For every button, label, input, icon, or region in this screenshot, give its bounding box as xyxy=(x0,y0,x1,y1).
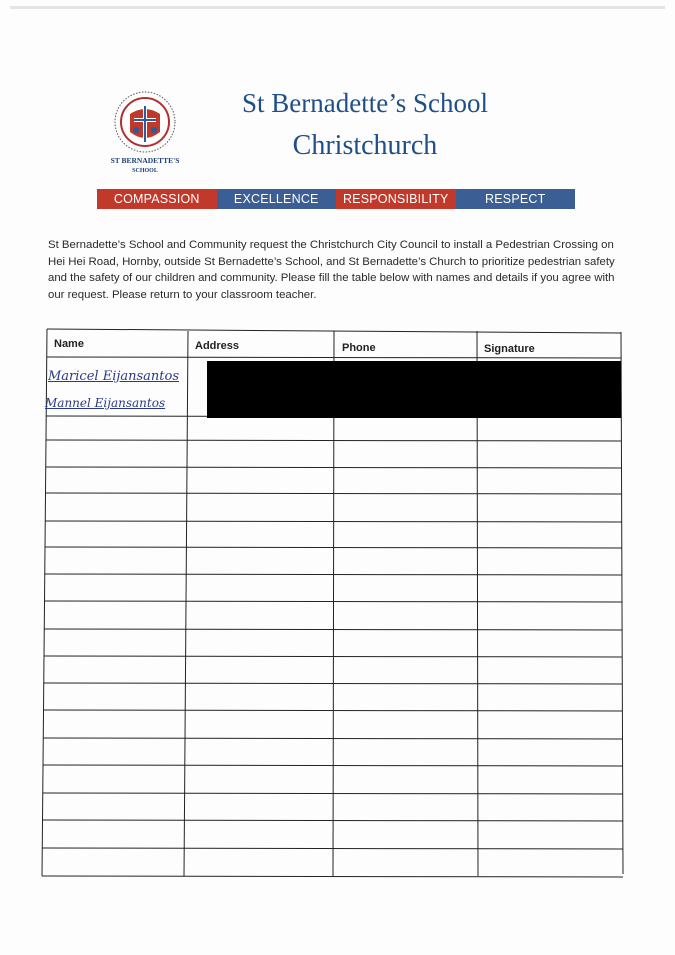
header-address: Address xyxy=(195,340,240,352)
header-name: Name xyxy=(54,338,84,350)
header-signature: Signature xyxy=(484,343,535,355)
value-responsibility: RESPONSIBILITY xyxy=(336,189,456,209)
signature-row-name: Maricel Eijansantos xyxy=(48,369,180,384)
value-excellence: EXCELLENCE xyxy=(217,189,337,209)
school-title: St Bernadette’s School xyxy=(242,88,488,118)
logo-text-2: SCHOOL xyxy=(132,168,158,174)
header-phone: Phone xyxy=(342,342,376,354)
value-compassion: COMPASSION xyxy=(97,189,217,209)
logo-text-1: ST BERNADETTE'S xyxy=(110,156,180,165)
redaction-block xyxy=(207,361,621,418)
value-respect: RESPECT xyxy=(456,189,576,209)
petition-intro: St Bernadette’s School and Community request the Christchurch City Council to install a Pedestrian Crossing on Hei Hei Road, Hornby, outside St Bernadette’s School, and St Bernadette’s Church to prioritize pedestrian safety and the safety of our children and community. Please fill the table below with names and details if you agree with our request. Please return to your classroom teacher. xyxy=(48,239,615,301)
signature-row-name: Mannel Eijansantos xyxy=(45,396,166,410)
school-city: Christchurch xyxy=(292,130,438,161)
